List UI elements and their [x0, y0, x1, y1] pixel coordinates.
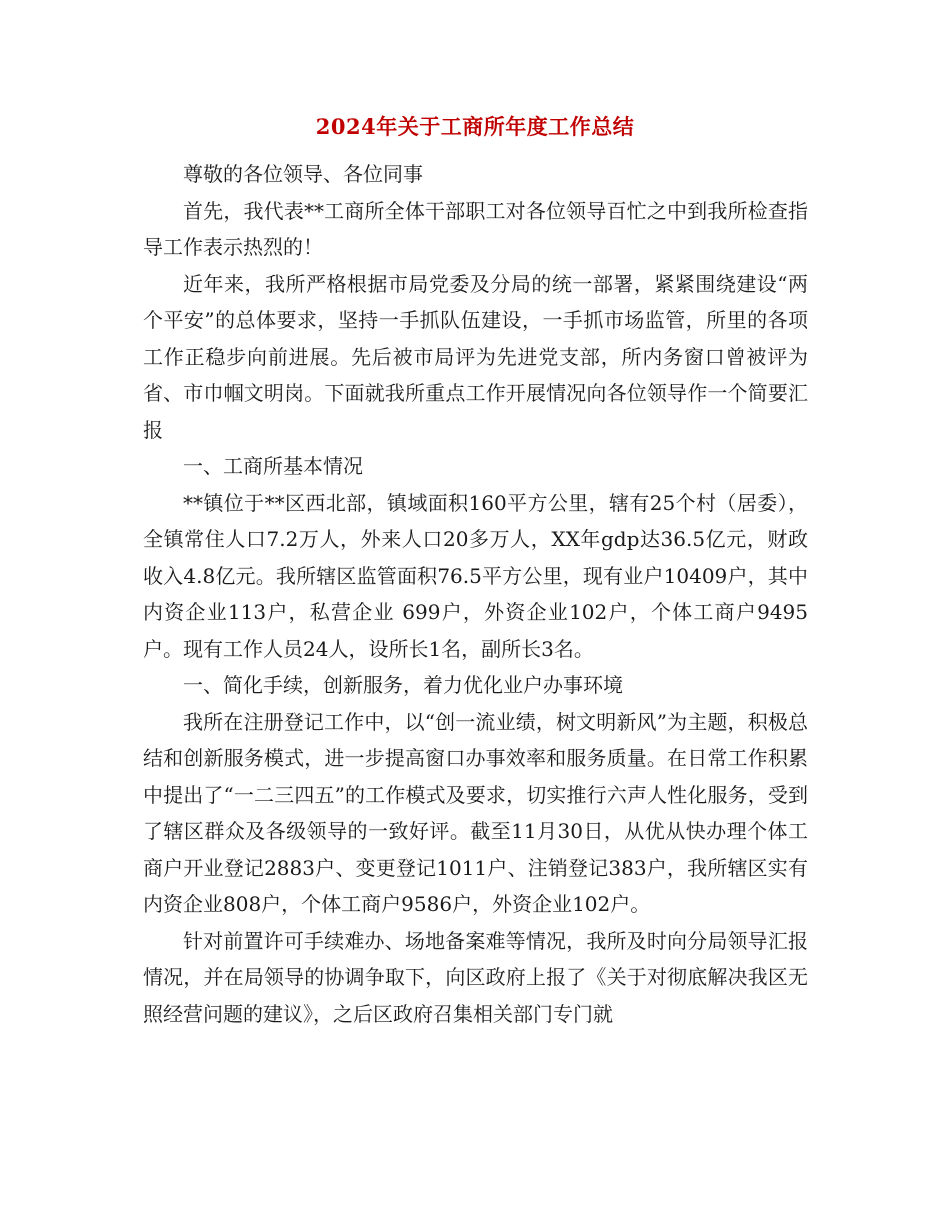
paragraph-basic-info: **镇位于**区西北部，镇域面积160平方公里，辖有25个村（居委），全镇常住人口7.2万人，外来人口20多万人，XX年gdp达36.5亿元，财政收入4.8亿元。我所辖区监管面积76.5平方公里，现有业户10409户，其中内资企业113户，私营企业 699户，外资企业102户，个体工商户9495户。现有工作人员24人，设所长1名，副所长3名。 — [143, 490, 808, 661]
document-body — [143, 156, 808, 1032]
paragraph-greeting: 尊敬的各位领导、各位同事 — [183, 162, 423, 186]
paragraph-opening: 首先，我代表**工商所全体干部职工对各位领导百忙之中到我所检查指导工作表示热烈的！ — [143, 198, 808, 259]
document-title: 2024年关于工商所年度工作总结 — [315, 114, 635, 139]
paragraph-registration: 我所在注册登记工作中，以“创一流业绩，树文明新风”为主题，积极总结和创新服务模式，进一步提高窗口办事效率和服务质量。在日常工作积累中提出了“一二三四五”的工作模式及要求，切实推行六声人性化服务，受到了辖区群众及各级领导的一致好评。截至11月30日，从优从快办理个体工商户开业登记2883户、变更登记1011户、注销登记383户，我所辖区实有内资企业808户，个体工商户9586户，外资企业102户。 — [143, 709, 808, 916]
paragraph-overview: 近年来，我所严格根据市局党委及分局的统一部署，紧紧围绕建设“两个平安”的总体要求，坚持一手抓队伍建设，一手抓市场监管，所里的各项工作正稳步向前进展。先后被市局评为先进党支部，所内务窗口曾被评为省、市巾帼文明岗。下面就我所重点工作开展情况向各位领导作一个简要汇报 — [143, 271, 808, 442]
section-heading-service: 一、简化手续，创新服务，着力优化业户办事环境 — [183, 673, 623, 697]
paragraph-permits: 针对前置许可手续难办、场地备案难等情况，我所及时向分局领导汇报情况，并在局领导的协调争取下，向区政府上报了《关于对彻底解决我区无照经营问题的建议》，之后区政府召集相关部门专门就 — [143, 928, 808, 1026]
section-heading-basic-info: 一、工商所基本情况 — [183, 454, 363, 478]
